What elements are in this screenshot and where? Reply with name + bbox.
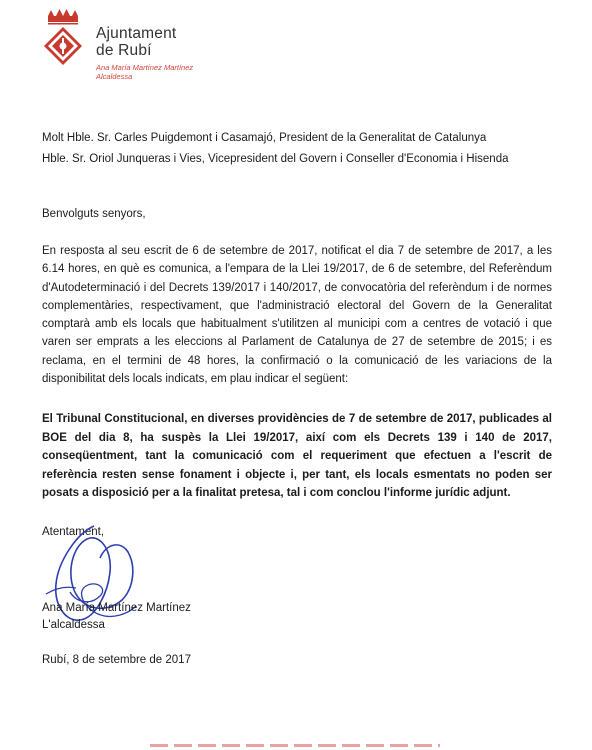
recipient-line: Hble. Sr. Oriol Junqueras i Vies, Vicepresident del Govern i Conseller d'Economia i Hisenda [42,153,509,165]
signer-block [42,600,191,634]
letterhead-mayor-name: Ana María Martínez Martínez [96,63,194,72]
recipient-line: Molt Hble. Sr. Carles Puigdemont i Casamajó, President de la Generalitat de Catalunya [42,132,487,144]
municipality-name [96,25,176,59]
letterhead-mayor [96,63,193,81]
signer-name: Ana María Martínez Martínez [42,602,191,614]
municipal-coat-of-arms-icon [40,8,86,66]
municipality-name-line2: de Rubí [96,42,152,59]
salutation: Benvolguts senyors, [42,208,146,220]
body-paragraph-ruling: El Tribunal Constitucional, en diverses providències de 7 de setembre de 2017, publicades al BOE del dia 8, ha suspès la Llei 19/2017, així com els Decrets 139 i 140 de 2017, conseqüentment, tant la comunicació com el requeriment que efectuen a l'escrit de referència resten sense fonament i objecte i, per tant, els locals esmentats no poden ser posats a disposició per a la finalitat pretesa, tal i com conclou l'informe jurídic adjunt. [42,413,552,499]
place-and-date: Rubí, 8 de setembre de 2017 [42,654,191,666]
body-paragraph-request: En resposta al seu escrit de 6 de setembre de 2017, notificat el dia 7 de setembre de 2017, a les 6.14 hores, en què es comunica, a l'empara de la Llei 19/2017, de 6 de setembre, del Referèndum d'Autodeterminació i del Decrets 139/2017 i 140/2017, de convocatòria del referèndum i de normes complementàries, respectivament, que l'administració electoral del Govern de la Generalitat comptarà amb els locals que habitualment s'utilitzen al municipi com a centres de votació i que varen ser emprats a les eleccions al Parlament de Catalunya de 27 de setembre de 2015; i es reclama, en el termini de 48 hores, la confirmació o la comunicació de les variacions de la disponibilitat dels locals indicats, em plau indicar el següent: [42,245,552,386]
signer-title: L'alcaldessa [42,619,105,631]
closing-phrase: Atentament, [42,526,105,538]
footer-address-faint [150,744,440,747]
municipality-name-line1: Ajuntament [96,25,177,42]
letterhead-mayor-title: Alcaldessa [96,72,133,81]
